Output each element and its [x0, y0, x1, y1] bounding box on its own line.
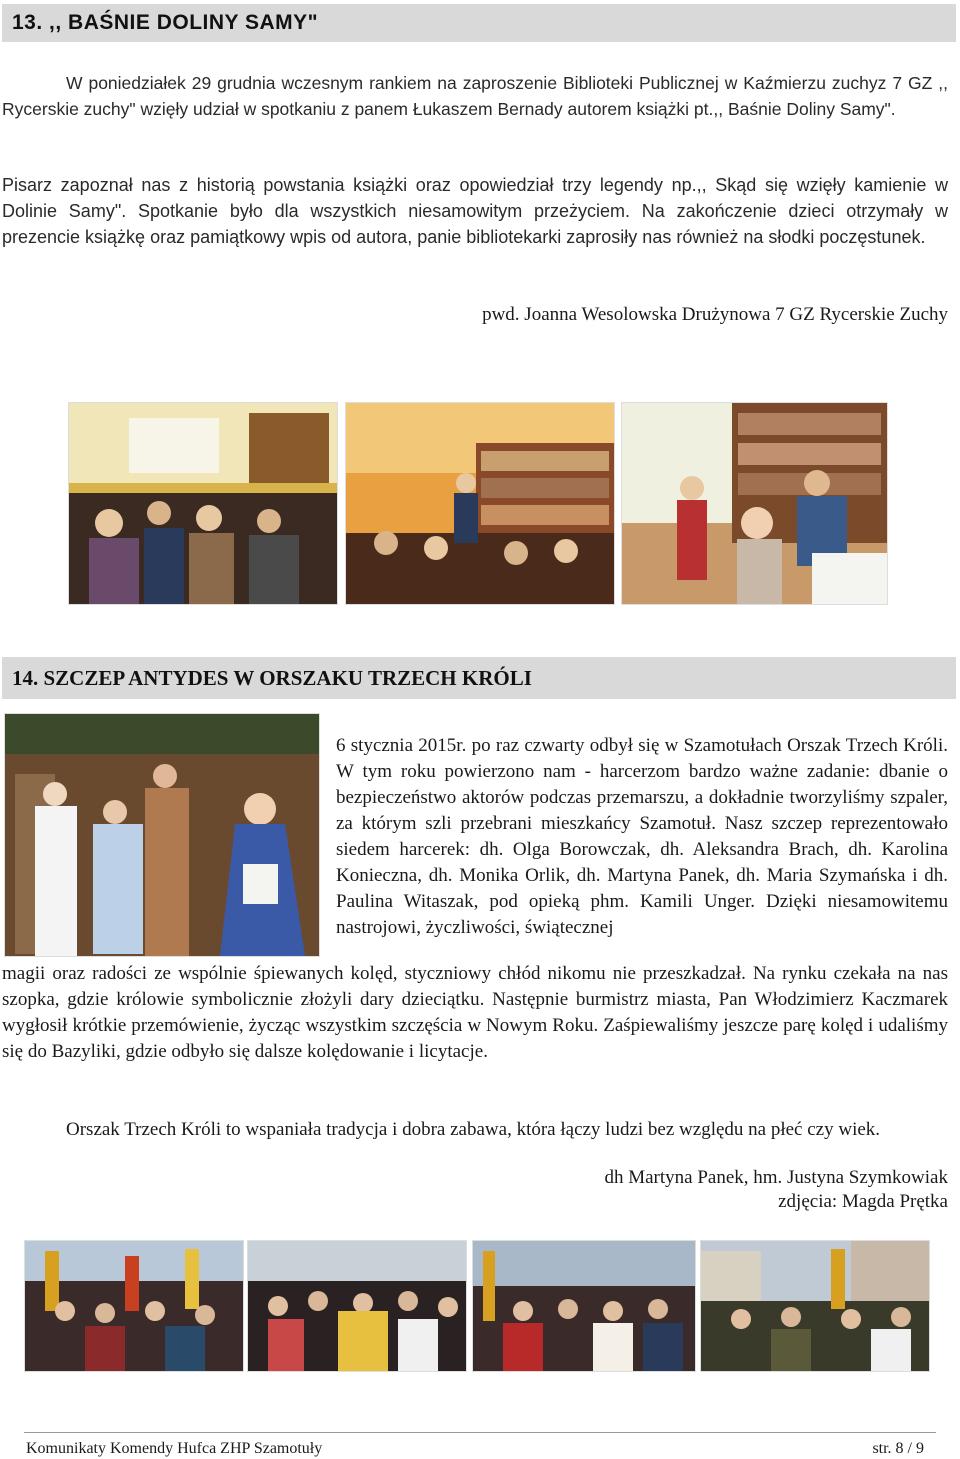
section-14-float-paragraph: 6 stycznia 2015r. po raz czwarty odbył się w Szamotułach Orszak Trzech Króli. W tym roku powierzono nam - harcerzom bardzo ważne zadanie: dbanie o bezpieczeństwo aktorów podczas przemarszu, a dokładnie tworzyliśmy szpaler, za którym szli przebrani mieszkańcy Szamotuł. Nasz szczep reprezentowało siedem harcerek: dh. Olga Borowczak, dh. Aleksandra Brach, dh. Karolina Konieczna, dh. Monika Orlik, dh. Martyna Panek, dh. Maria Szymańska i dh. Paulina Witaszak, pod opieką phm. Kamili Unger. Dzięki niesamowitemu nastrojowi, życzliwości, świątecznej [336, 735, 948, 938]
section-13-signature: pwd. Joanna Wesolowska Drużynowa 7 GZ Rycerskie Zuchy [482, 304, 948, 325]
section-14-heading: 14. SZCZEP ANTYDES W ORSZAKU TRZECH KRÓLI [2, 657, 956, 699]
parade-photo-3 [472, 1240, 696, 1372]
section-14-signature-authors: dh Martyna Panek, hm. Justyna Szymkowiak [604, 1167, 948, 1188]
library-photo-2 [345, 402, 615, 605]
section-14-continued-paragraph: magii oraz radości ze wspólnie śpiewanych kolęd, styczniowy chłód nikomu nie przeszkadzał. Na rynku czekała na nas szopka, gdzie królowie symbolicznie złożyli dary dzieciątku. Następnie burmistrz miasta, Pan Włodzimierz Kaczmarek wygłosił krótkie przemówienie, życząc wszystkim szczęścia w Nowym Roku. Zaśpiewaliśmy jeszcze parę kolęd i udaliśmy się do Bazyliki, gdzie odbyło się dalsze kolędowanie i licytacje. [2, 963, 948, 1062]
footer-divider [24, 1432, 936, 1433]
library-photo-3 [621, 402, 888, 605]
section-14-photo-credit: zdjęcia: Magda Prętka [778, 1191, 948, 1212]
section-13-heading: 13. ,, BAŚNIE DOLINY SAMY" [2, 4, 956, 42]
parade-photo-2 [247, 1240, 467, 1372]
section-13-paragraph-1: W poniedziałek 29 grudnia wczesnym rankiem na zaproszenie Biblioteki Publicznej w Kaźmierzu zuchyz 7 GZ ,, Rycerskie zuchy" wzięły udział w spotkaniu z panem Łukaszem Bernady autorem książki pt.,, Baśnie Doliny Samy". [2, 73, 948, 119]
parade-photo-1 [24, 1240, 244, 1372]
library-photo-1 [68, 402, 338, 605]
section-14-closing-paragraph: Orszak Trzech Króli to wspaniała tradycja i dobra zabawa, która łączy ludzi bez względu na płeć czy wiek. [66, 1119, 881, 1140]
footer-publication-title: Komunikaty Komendy Hufca ZHP Szamotuły [26, 1440, 323, 1457]
parade-photo-4 [700, 1240, 930, 1372]
nativity-scene-photo [4, 713, 320, 957]
footer-page-number: str. 8 / 9 [872, 1440, 924, 1457]
section-13-paragraph-2: Pisarz zapoznał nas z historią powstania książki oraz opowiedział trzy legendy np.,, Skąd się wzięły kamienie w Dolinie Samy". Spotkanie było dla wszystkich niesamowitym przeżyciem. Na zakończenie dzieci otrzymały w prezencie książkę oraz pamiątkowy wpis od autora, panie bibliotekarki zaprosiły nas również na słodki poczęstunek. [2, 175, 948, 247]
